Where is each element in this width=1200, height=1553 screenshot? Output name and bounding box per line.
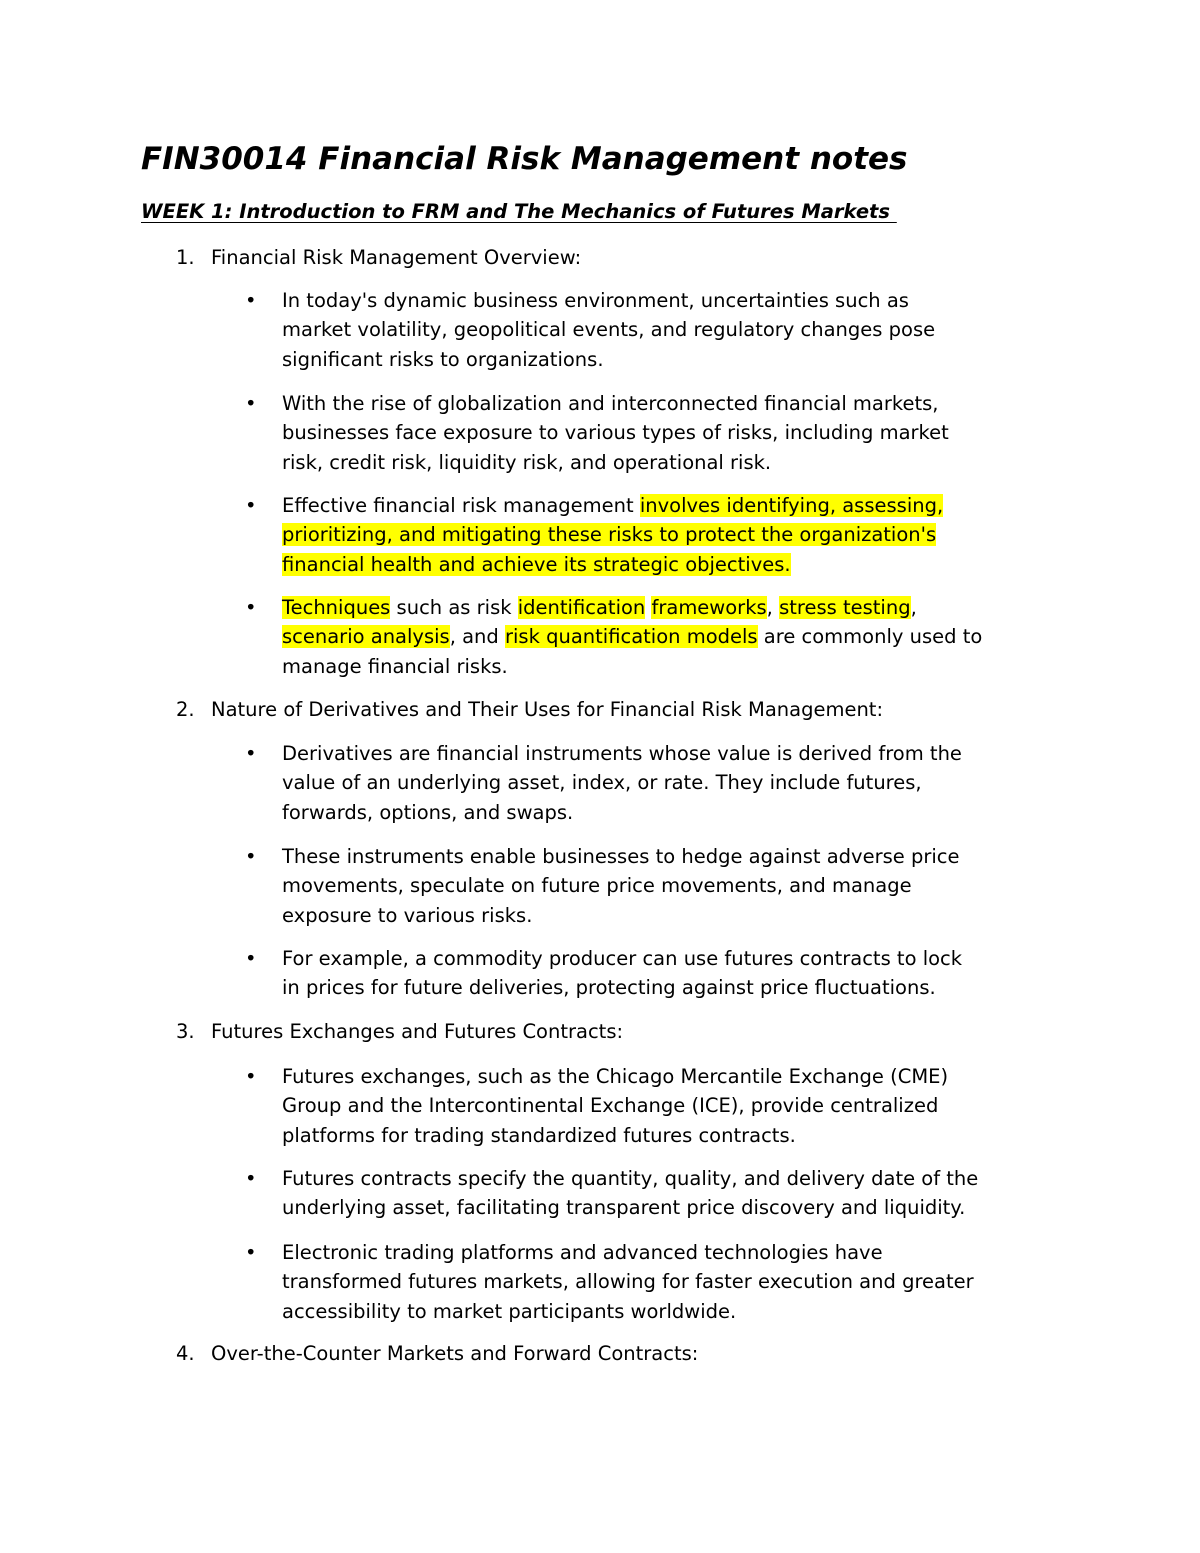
text-run: in prices for future deliveries, protecting against price fluctuations. (282, 976, 936, 1000)
text-line (282, 593, 1072, 622)
text-run: For example, a commodity producer can use futures contracts to lock (282, 947, 963, 970)
bullet-text (282, 1238, 1072, 1326)
text-run: accessibility to market participants worldwide. (282, 1299, 737, 1323)
text-run: , and (449, 625, 505, 649)
text-line (282, 798, 1072, 827)
text-run: These instruments enable businesses to hedge against adverse price (282, 845, 960, 868)
text-run: businesses face exposure to various types of risks, including market (282, 421, 949, 445)
text-line (282, 286, 1072, 315)
highlighted-text: Techniques (282, 596, 391, 619)
text-line (282, 550, 1072, 579)
text-run: underlying asset, facilitating transparent price discovery and liquidity. (282, 1196, 966, 1220)
text-run: transformed futures markets, allowing for faster execution and greater (282, 1270, 974, 1294)
text-line (282, 739, 1072, 768)
bullet-dot-icon: • (245, 494, 257, 517)
text-run: Derivatives are financial instruments whose value is derived from the (282, 742, 962, 765)
text-line (282, 901, 1072, 930)
text-run: With the rise of globalization and interconnected financial markets, (282, 392, 939, 415)
text-run: market volatility, geopolitical events, and regulatory changes pose (282, 318, 936, 342)
text-line (282, 944, 1072, 973)
text-line (282, 1238, 1072, 1267)
text-line (282, 768, 1072, 797)
text-line (282, 842, 1072, 871)
section-title: Financial Risk Management Overview: (211, 246, 582, 269)
text-run: platforms for trading standardized futures contracts. (282, 1123, 796, 1147)
text-run: , (910, 596, 917, 619)
text-line (282, 448, 1072, 477)
document-title: FIN30014 Financial Risk Management notes (141, 141, 908, 177)
section-title: Futures Exchanges and Futures Contracts: (211, 1020, 624, 1043)
text-line (282, 418, 1072, 447)
bullet-dot-icon: • (245, 1167, 257, 1190)
section-number: 4. (176, 1342, 195, 1365)
week-heading: WEEK 1: Introduction to FRM and The Mechanics of Futures Markets (141, 200, 897, 223)
bullet-dot-icon: • (245, 289, 257, 312)
bullet-text (282, 944, 1072, 1003)
text-run: are commonly used to (757, 625, 983, 649)
highlighted-text: prioritizing, and mitigating these risks to protect the organization's (282, 523, 937, 547)
text-run: movements, speculate on future price movements, and manage (282, 874, 912, 898)
text-line (282, 1297, 1072, 1326)
bullet-text (282, 491, 1072, 579)
text-run: such as risk (390, 596, 518, 619)
text-line (282, 871, 1072, 900)
bullet-text (282, 1062, 1072, 1150)
bullet-text (282, 286, 1072, 374)
bullet-dot-icon: • (245, 947, 257, 970)
text-run: Futures contracts specify the quantity, quality, and delivery date of the (282, 1167, 979, 1190)
text-line (282, 1121, 1072, 1150)
bullet-text (282, 593, 1072, 681)
text-run: risk, credit risk, liquidity risk, and operational risk. (282, 450, 772, 474)
text-line (282, 1062, 1072, 1091)
text-run: manage financial risks. (282, 654, 508, 678)
text-run: Effective financial risk management (282, 494, 640, 517)
text-run: exposure to various risks. (282, 903, 533, 927)
bullet-dot-icon: • (245, 1241, 257, 1264)
text-run: significant risks to organizations. (282, 347, 604, 371)
text-run: forwards, options, and swaps. (282, 800, 574, 824)
highlighted-text: identification (517, 596, 646, 619)
text-line (282, 652, 1072, 681)
bullet-dot-icon: • (245, 742, 257, 765)
highlighted-text: financial health and achieve its strategic objectives. (282, 552, 791, 576)
text-line (282, 973, 1072, 1002)
bullet-dot-icon: • (245, 845, 257, 868)
text-line (282, 1193, 1072, 1222)
section-number: 2. (176, 698, 195, 721)
text-run: Electronic trading platforms and advanced technologies have (282, 1241, 883, 1264)
text-run: Group and the Intercontinental Exchange (ICE), provide centralized (282, 1094, 939, 1118)
section-number: 3. (176, 1020, 195, 1043)
section-title: Over-the-Counter Markets and Forward Contracts: (211, 1342, 699, 1365)
text-run: value of an underlying asset, index, or rate. They include futures, (282, 771, 922, 795)
text-line (282, 1091, 1072, 1120)
text-line (282, 622, 1072, 651)
bullet-dot-icon: • (245, 596, 257, 619)
bullet-dot-icon: • (245, 392, 257, 415)
bullet-text (282, 1164, 1072, 1223)
text-line (282, 491, 1072, 520)
text-run: Futures exchanges, such as the Chicago Mercantile Exchange (CME) (282, 1065, 949, 1088)
text-line (282, 389, 1072, 418)
bullet-text (282, 389, 1072, 477)
highlighted-text: frameworks (651, 596, 767, 619)
bullet-text (282, 842, 1072, 930)
text-run: In today's dynamic business environment, uncertainties such as (282, 289, 909, 312)
text-line (282, 315, 1072, 344)
highlighted-text: stress testing (779, 596, 911, 619)
text-run: , (766, 596, 780, 619)
text-line (282, 520, 1072, 549)
text-line (282, 345, 1072, 374)
bullet-text (282, 739, 1072, 827)
text-line (282, 1267, 1072, 1296)
section-number: 1. (176, 246, 195, 269)
highlighted-text: involves identifying, assessing, (639, 494, 944, 517)
bullet-dot-icon: • (245, 1065, 257, 1088)
highlighted-text: scenario analysis (282, 625, 450, 649)
text-line (282, 1164, 1072, 1193)
section-title: Nature of Derivatives and Their Uses for Financial Risk Management: (211, 698, 884, 721)
highlighted-text: risk quantification models (505, 625, 758, 649)
